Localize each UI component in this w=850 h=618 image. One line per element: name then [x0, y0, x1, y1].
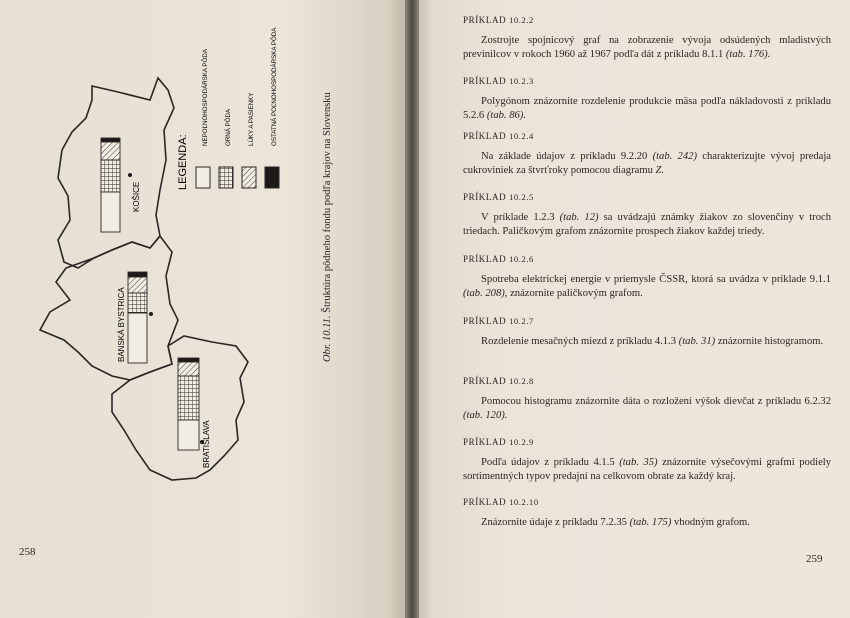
example-label: PRÍKLAD [463, 497, 510, 507]
figure-caption-text: Štruktúra pôdneho fondu podľa krajov na Slovensku [322, 92, 333, 313]
legend-label-arable: ORNÁ PÔDA [225, 108, 232, 146]
bar-banska-bystrica [128, 272, 147, 363]
example-label: PRÍKLAD [463, 76, 510, 86]
example-table-ref: Z. [655, 165, 665, 176]
example-label: PRÍKLAD [463, 254, 510, 264]
example-block [463, 254, 831, 301]
legend-label-nonagricultural: NEPOĽNOHOSPODÁRSKA PÔDA [202, 49, 209, 146]
example-heading [463, 131, 831, 141]
region-label-kosice: KOŠICE [132, 181, 141, 212]
example-table-ref: (tab. 31) [678, 336, 716, 347]
example-text-part: Polygónom znázornite rozdelenie produkcie mäsa podľa nákladovosti z príkladu 5.2.6 [463, 96, 831, 121]
example-text-part: Zostrojte spojnicový graf na zobrazenie vývoja odsúdených mladistvých previnilcov v rokoch 1960 až 1967 podľa dát z príkladu 8.1.1 [463, 35, 831, 60]
legend-title: LEGENDA: [177, 134, 189, 190]
example-block [463, 376, 831, 423]
example-number: 10.2.9 [509, 437, 534, 447]
example-text [463, 95, 831, 123]
legend-label-meadows: LÚKY A PASIENKY [248, 92, 255, 146]
example-block [463, 15, 831, 62]
example-block [463, 437, 831, 484]
example-label: PRÍKLAD [463, 192, 510, 202]
region-label-banska-bystrica: BANSKÁ BYSTRICA [117, 287, 126, 362]
legend-swatch-meadows [242, 167, 256, 188]
region-banska-bystrica-outline [40, 236, 178, 380]
example-text-part: vhodným grafom. [671, 517, 750, 528]
example-text-part: charakterizujte vývoj predaja cukroviniek za štvrťroky pomocou diagramu [463, 151, 831, 176]
legend-label-other-agricultural [271, 27, 278, 146]
example-label: PRÍKLAD [463, 15, 510, 25]
example-text-part: Znázornite údaje z príkladu 7.2.35 [481, 517, 630, 528]
example-table-ref: (tab. 120). [463, 410, 508, 421]
example-text-part: znázornite histogramom. [715, 336, 824, 347]
example-text-part: Podľa údajov z príkladu 4.1.5 [481, 457, 620, 468]
example-text-part: znázornite paličkovým grafom. [507, 288, 643, 299]
example-text [463, 516, 831, 530]
example-text-part: Na základe údajov z príkladu 9.2.20 [481, 151, 653, 162]
example-table-ref: (tab. 35) [619, 457, 658, 468]
example-heading [463, 316, 831, 326]
example-heading [463, 15, 831, 25]
example-table-ref: (tab. 208), [463, 288, 508, 299]
bar-bratislava [178, 358, 199, 450]
example-text [463, 335, 831, 349]
example-heading [463, 376, 831, 386]
example-number: 10.2.8 [509, 376, 534, 386]
legend-label-other-agricultural-text: OSTATNÁ POĽNOHOSPODÁRSKA PÔDA [271, 27, 278, 146]
page-number-left: 258 [19, 546, 36, 558]
example-heading [463, 192, 831, 202]
example-text [463, 395, 831, 423]
example-block [463, 76, 831, 123]
example-heading [463, 254, 831, 264]
example-number: 10.2.10 [509, 497, 539, 507]
city-dot-banska-bystrica [149, 312, 153, 316]
example-text [463, 273, 831, 301]
example-table-ref: (tab. 12) [559, 212, 599, 223]
example-heading [463, 76, 831, 86]
example-block [463, 316, 831, 349]
example-text [463, 211, 831, 239]
example-number: 10.2.7 [509, 316, 534, 326]
example-text [463, 150, 831, 178]
example-number: 10.2.4 [509, 131, 534, 141]
legend-swatch-arable [219, 167, 233, 188]
example-table-ref: (tab. 242) [652, 151, 697, 162]
example-text [463, 34, 831, 62]
example-text [463, 456, 831, 484]
example-text-part: V príklade 1.2.3 [481, 212, 560, 223]
example-text-part: znázornite výsečovými grafmi podiely sortimentných typov predajní na celkovom obrate za každý kraj. [463, 457, 832, 482]
example-block [463, 497, 831, 530]
example-table-ref: (tab. 86). [486, 110, 526, 121]
example-block [463, 131, 831, 178]
example-heading [463, 437, 831, 447]
example-label: PRÍKLAD [463, 316, 510, 326]
bar-kosice [101, 138, 120, 232]
example-heading [463, 497, 831, 507]
example-text-part: Pomocou histogramu znázornite dáta o rozložení výšok dievčat z príkladu 6.2.32 [481, 396, 831, 407]
example-block [463, 192, 831, 239]
page-number-right: 259 [806, 553, 823, 565]
example-label: PRÍKLAD [463, 437, 510, 447]
figure-caption-label: Obr. 10.11. [322, 315, 333, 362]
example-number: 10.2.5 [509, 192, 534, 202]
region-label-bratislava: BRATISLAVA [202, 420, 211, 468]
example-number: 10.2.6 [509, 254, 534, 264]
city-dot-kosice [128, 173, 132, 177]
example-text-part: Rozdelenie mesačných miezd z príkladu 4.1.3 [481, 336, 679, 347]
example-label: PRÍKLAD [463, 376, 510, 386]
example-table-ref: (tab. 176). [725, 49, 771, 60]
figure-caption [322, 92, 333, 362]
land-fund-map [0, 0, 408, 618]
legend-swatch-other-agricultural [265, 167, 279, 188]
example-text-part: Spotreba elektrickej energie v priemysle ČSSR, ktorá sa uvádza v príklade 9.1.1 [481, 274, 831, 285]
legend-swatch-nonagricultural [196, 167, 210, 188]
example-text-part: sa uvádzajú známky žiakov zo slovenčiny v troch triedach. Paličkovým grafom znázornite prospech žiakov každej triedy. [463, 212, 831, 237]
example-number: 10.2.3 [509, 76, 534, 86]
example-number: 10.2.2 [509, 15, 534, 25]
example-table-ref: (tab. 175) [629, 517, 672, 528]
example-label: PRÍKLAD [463, 131, 510, 141]
